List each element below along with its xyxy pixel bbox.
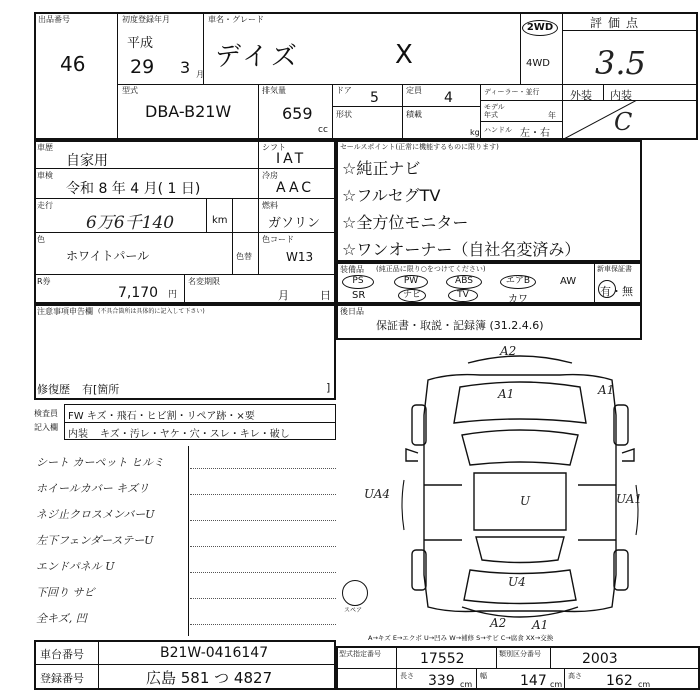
car-name: デイズ	[215, 42, 300, 72]
new-warranty-value: 有・無	[600, 285, 633, 298]
repair-close: ]	[326, 381, 331, 394]
color-code: W13	[286, 250, 314, 264]
repair-value: 有[箇所	[82, 383, 120, 396]
equipment-aw: AW	[560, 276, 577, 287]
category-label: 類別区分番号	[499, 650, 541, 658]
first-reg-label: 初度登録年月	[122, 15, 170, 24]
repair-label: 修復歴	[37, 383, 70, 396]
lot-no-label: 出品番号	[38, 15, 70, 24]
capacity-label: 定員	[406, 86, 422, 95]
note-rule	[190, 624, 336, 625]
inspector-row-2: キズ・汚レ・ヤケ・穴・スレ・キレ・破し	[100, 429, 290, 440]
handwritten-note: 左下フェンダーステーU	[36, 534, 154, 547]
score-value: 3.5	[595, 44, 646, 82]
name-change-month: 月	[278, 289, 289, 302]
inspector-row-1: FW キズ・飛石・ヒビ割・リペア跡・×要	[68, 411, 255, 422]
mark-roof: U	[520, 494, 531, 508]
recycle-value: 7,170	[118, 285, 159, 301]
chassis-label: 車台番号	[40, 648, 84, 661]
era: 平成	[127, 36, 154, 51]
name-change-label: 名変期限	[188, 277, 220, 286]
load-unit: kg	[470, 128, 480, 137]
docs-label: 後日品	[340, 307, 364, 316]
category: 2003	[582, 651, 618, 667]
mileage-value: 6万6千140	[86, 213, 175, 233]
inspector-row-2-label: 内装	[68, 429, 88, 440]
lot-no: 46	[60, 52, 86, 76]
note-rule	[190, 546, 336, 547]
height-label: 高さ	[568, 672, 582, 680]
note-rule	[190, 494, 336, 495]
sales-points-label: セールスポイント(正常に機能するものに限ります)	[340, 143, 499, 151]
spare-label: スペア	[344, 607, 363, 614]
displacement-label: 排気量	[262, 86, 286, 95]
interior-label: 内装	[610, 89, 632, 102]
inspector-label-2: 記入欄	[34, 423, 58, 432]
score-label: 評価点	[590, 16, 645, 30]
name-change-day: 日	[320, 289, 331, 302]
equipment-pw: PW	[394, 275, 428, 289]
note-rule	[190, 572, 336, 573]
equipment-leather: カワ	[508, 294, 528, 305]
chassis-value: B21W-0416147	[160, 645, 269, 661]
width-value: 147	[520, 673, 547, 689]
mileage-unit: km	[212, 215, 228, 226]
usage-value: 自家用	[66, 153, 108, 169]
type-designation-label: 型式指定番号	[339, 650, 381, 658]
length-value: 339	[428, 673, 455, 689]
shape-label: 形状	[336, 110, 352, 119]
shift-value: IAT	[276, 151, 307, 167]
mark-rear-bumper: A2	[490, 616, 507, 630]
mark-front-bumper: A2	[500, 344, 517, 358]
width-label: 幅	[480, 672, 487, 680]
color-label: 色	[37, 235, 45, 244]
interior-score: C	[614, 108, 633, 136]
ac-value: AAC	[276, 180, 315, 196]
dealer-label: ディーラー・並行	[484, 88, 540, 96]
shift-label: シフト	[262, 143, 286, 152]
equipment-tv: TV	[448, 289, 478, 302]
drive-2wd-circled: 2WD	[522, 20, 558, 36]
mileage-label: 走行	[37, 201, 53, 210]
color-code-label: 色コード	[262, 235, 294, 244]
docs-value: 保証書・取説・記録簿 (31.2.4.6)	[376, 319, 544, 332]
model-label: 型式	[122, 86, 138, 95]
reg-month: 3	[180, 58, 191, 77]
doors-label: ドア	[336, 86, 352, 95]
color-value: ホワイトパール	[66, 249, 150, 263]
capacity: 4	[444, 90, 453, 106]
usage-label: 車歴	[37, 143, 53, 152]
model-year-label: モデル年式	[484, 103, 505, 119]
sales-point-1: ☆純正ナビ	[342, 159, 421, 178]
type-designation: 17552	[420, 651, 465, 667]
exterior-label: 外装	[570, 89, 592, 102]
fuel-value: ガソリン	[268, 216, 321, 231]
notes-divider	[188, 446, 189, 636]
grade: X	[395, 40, 413, 70]
ac-label: 冷房	[262, 171, 278, 180]
color-change-label: 色替	[236, 252, 252, 261]
new-warranty-label: 新車保証書	[597, 265, 632, 273]
note-rule	[190, 598, 336, 599]
mark-right-side: UA1	[616, 492, 643, 506]
height-value: 162	[606, 673, 633, 689]
equipment-abs: ABS	[446, 275, 482, 289]
new-warranty-circled	[598, 280, 616, 298]
plate-label: 登録番号	[40, 672, 84, 685]
handwritten-note: ホイールカバー キズリ	[36, 482, 150, 495]
damage-legend: A→キズ E→エクボ U→凹み W→補修 S→サビ C→腐食 XX→交換	[368, 634, 554, 642]
equipment-label: 装備品	[340, 265, 364, 274]
steering: 左・右	[520, 128, 550, 139]
recycle-unit: 円	[168, 290, 178, 300]
steering-label: ハンドル	[484, 126, 512, 134]
width-unit: cm	[550, 680, 563, 689]
displacement: 659	[282, 104, 313, 123]
inspection-label: 車検	[37, 171, 53, 180]
mark-hood: A1	[498, 387, 515, 401]
mark-rear-hatch: U4	[508, 575, 526, 589]
mark-left-side: UA4	[364, 487, 391, 501]
equipment-navi: ナビ	[398, 289, 426, 302]
inspector-label-1: 検査員	[34, 409, 58, 418]
drive-4wd: 4WD	[526, 58, 550, 69]
handwritten-note: ネジ止クロスメンバーU	[36, 508, 155, 521]
mark-right-front: A1	[598, 383, 615, 397]
spare-wheel	[342, 580, 368, 606]
model: DBA-B21W	[145, 102, 232, 121]
equipment-sub-label: (純正品に限り○をつけてください)	[376, 265, 486, 273]
mark-rear-right: A1	[532, 618, 549, 632]
plate-value: 広島 581 つ 4827	[146, 669, 273, 687]
note-rule	[190, 468, 336, 469]
load-label: 積載	[406, 110, 422, 119]
note-rule	[190, 520, 336, 521]
handwritten-note: シート カーペット ヒルミ	[36, 456, 164, 469]
inspection-value: 令和 8 年 4 月( 1 日)	[66, 181, 201, 197]
equipment-sr: SR	[352, 290, 366, 301]
notes-label: 注意事項申告欄	[37, 307, 93, 316]
sales-point-2: ☆フルセグTV	[342, 186, 441, 205]
length-unit: cm	[460, 680, 473, 689]
handwritten-note: エンドパネル U	[36, 560, 115, 573]
name-label: 車名・グレード	[208, 15, 264, 24]
equipment-airbag: エアB	[500, 275, 536, 289]
sales-point-4: ☆ワンオーナー（自社名変済み）	[342, 240, 581, 259]
handwritten-note: 下回り サビ	[36, 586, 95, 599]
model-year-unit: 年	[548, 111, 556, 120]
equipment-ps: PS	[342, 275, 374, 289]
notes-frame	[34, 304, 336, 400]
handwritten-note: 全キズ, 凹	[36, 612, 87, 625]
notes-sub-label: (不具合箇所は具体的に記入して下さい)	[98, 308, 205, 315]
displacement-unit: cc	[318, 125, 328, 135]
fuel-label: 燃料	[262, 201, 278, 210]
recycle-label: R券	[37, 277, 51, 286]
reg-year: 29	[130, 56, 155, 78]
length-label: 長さ	[400, 672, 414, 680]
doors: 5	[370, 90, 379, 106]
sales-point-3: ☆全方位モニター	[342, 213, 469, 232]
height-unit: cm	[638, 680, 651, 689]
month-unit: 月	[196, 70, 204, 79]
